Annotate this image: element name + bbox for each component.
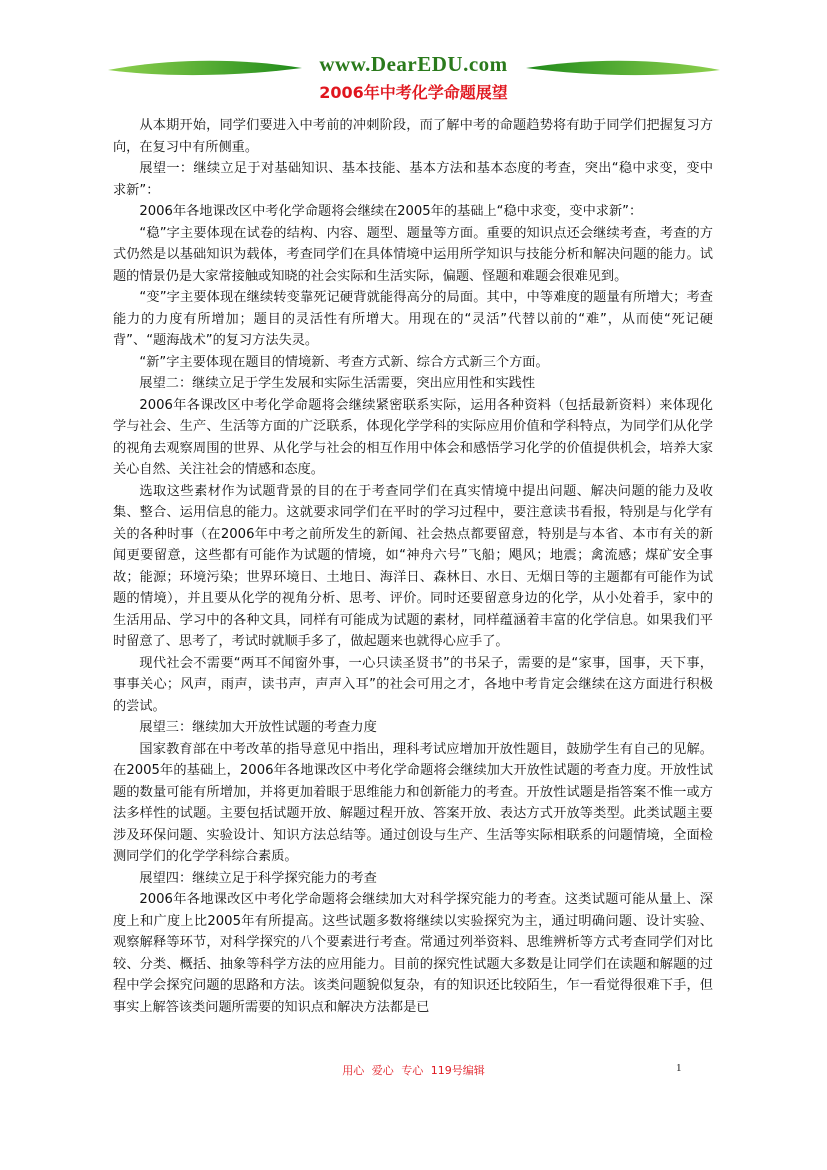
paragraph: “新”字主要体现在题目的情境新、考查方式新、综合方式新三个方面。 (139, 354, 549, 370)
page-header (0, 50, 827, 84)
paragraph: 2006年各地课改区中考化学命题将会继续加大对科学探究能力的考查。这类试题可能从量上、深度上和广度上比2005年有所提高。这些试题多数将继续以实验探究为主，通过明确问题、设计实验、观察解释等环节，对科学探究的八个要素进行考查。常通过列举资料、思维辨析等方式考查同学们对比较、分类、概括、抽象等科学方法的应用能力。目前的探究性试题大多数是让同学们在读题和解题的过程中学会探究问题的思路和方法。该类问题貌似复杂，有的知识还比较陌生，乍一看觉得很难下手，但事实上解答该类问题所需要的知识点和解决方法都是已 (113, 892, 713, 1015)
paragraph: 2006年各地课改区中考化学命题将会继续在2005年的基础上“稳中求变，变中求新”： (139, 204, 643, 219)
site-name[interactable]: www.DearEDU.com (319, 52, 508, 76)
document-title: 2006年中考化学命题展望 (319, 83, 508, 102)
paragraph: 国家教育部在中考改革的指导意见中指出，理科考试应增加开放性题目，鼓励学生有自己的见解。在2005年的基础上，2006年各地课改区中考化学命题将会继续加大开放性试题的考查力度。开放性试题的数量可能有所增加，并将更加着眼于思维能力和创新能力的考查。开放性试题是指答案不惟一或方法多样性的试题。主要包括试题开放、解题过程开放、答案开放、表达方式开放等类型。此类试题主要涉及环保问题、实验设计、知识方法总结等。通过创设与生产、生活等实际相联系的问题情境，全面检测同学们的化学学科综合素质。 (113, 741, 713, 864)
paragraph: 展望三：继续加大开放性试题的考查力度 (139, 720, 377, 735)
document-body (113, 115, 713, 1018)
paragraph: “变”字主要体现在继续转变靠死记硬背就能得高分的局面。其中，中等难度的题量有所增大；考查能力的力度有所增加；题目的灵活性有所增大。用现在的“灵活”代替以前的“难”，从而使“死记硬背”、“题海战术”的复习方法失灵。 (113, 290, 713, 348)
paragraph: 展望二：继续立足于学生发展和实际生活需要，突出应用性和实践性 (139, 376, 536, 391)
paragraph: 2006年各课改区中考化学命题将会继续紧密联系实际，运用各种资料（包括最新资料）来体现化学与社会、生产、生活等方面的广泛联系，体现化学学科的实际应用价值和学科特点，为同学们从化学的视角去观察周围的世界、从化学与社会的相互作用中体会和感悟学习化学的价值提供机会，培养大家关心自然、关注社会的情感和态度。 (113, 397, 713, 477)
paragraph: 选取这些素材作为试题背景的目的在于考查同学们在真实情境中提出问题、解决问题的能力及收集、整合、运用信息的能力。这就要求同学们在平时的学习过程中，要注意读书看报，特别是与化学有关的各种时事（在2006年中考之前所发生的新闻、社会热点都要留意，特别是与本省、本市有关的新闻更要留意，这些都有可能作为试题的情境，如“神舟六号”飞船；飓风；地震；禽流感；煤矿安全事故；能源；环境污染；世界环境日、土地日、海洋日、森林日、水日、无烟日等的主题都有可能作为试题的情境），并且要从化学的视角分析、思考、评价。同时还要留意身边的化学，从小处着手，家中的生活用品、学习中的各种文具，同样有可能成为试题的素材，同样蕴涵着丰富的化学信息。如果我们平时留意了、思考了，考试时就顺手多了，做起题来也就得心应手了。 (113, 483, 713, 649)
paragraph: “稳”字主要体现在试卷的结构、内容、题型、题量等方面。重要的知识点还会继续考查，考查的方式仍然是以基础知识为载体，考查同学们在具体情境中运用所学知识与技能分析和解决问题的能力。试题的情景仍是大家常接触或知晓的社会实际和生活实际，偏题、怪题和难题会很难见到。 (113, 225, 713, 284)
page-number: 1 (676, 1062, 682, 1074)
footer-text: 用心 爱心 专心 119号编辑 (342, 1064, 485, 1077)
paragraph: 展望四：继续立足于科学探究能力的考查 (139, 870, 377, 886)
paragraph: 从本期开始，同学们要进入中考前的冲刺阶段，而了解中考的命题趋势将有助于同学们把握复习方向，在复习中有所侧重。 (113, 118, 713, 155)
paragraph: 展望一：继续立足于对基础知识、基本技能、基本方法和基本态度的考查，突出“稳中求变，变中求新”： (113, 161, 713, 198)
page-footer (0, 1062, 827, 1082)
paragraph: 现代社会不需要“两耳不闻窗外事，一心只读圣贤书”的书呆子，需要的是“家事，国事，天下事，事事关心；风声，雨声，读书声，声声入耳”的社会可用之才，各地中考肯定会继续在这方面进行积极的尝试。 (113, 655, 713, 714)
